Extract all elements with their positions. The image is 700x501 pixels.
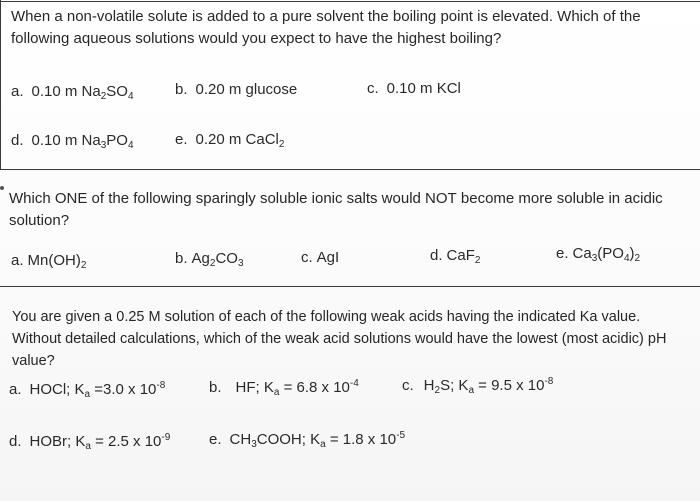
q2-option-e[interactable]: e. $Ca_3(PO_4)_2$ [556,245,641,264]
table-divider-1 [0,169,700,170]
q1-option-a[interactable]: a. 0.10 m $Na_2SO_4$ [11,83,134,102]
option-label: a. [11,252,24,269]
table-top-border [0,1,700,2]
q3-option-e[interactable]: e. $CH_3COOH$; $K_a = 1.8$ x $10^{-5}$ [209,430,406,450]
q3-option-a[interactable]: a. HOCl; $K_a =3.0$ x $10^{-8}$ [9,380,166,400]
option-label: c. [301,249,313,266]
option-label: b. [175,250,188,267]
q2-option-d[interactable]: d. CaF$_2$ [430,247,481,266]
q2-option-c[interactable]: c. AgI [301,249,340,266]
option-label: c. [402,377,414,394]
q3-option-c[interactable]: c. $H_2S$; $K_a = 9.5$ x $10^{-8}$ [402,376,554,396]
bullet-marker [0,186,4,190]
option-label: e. [556,245,569,262]
q1-option-c[interactable]: c. 0.10 m KCl [367,80,461,97]
option-label: e. [175,131,188,148]
option-label: a. [9,381,22,398]
option-label: d. [11,132,24,149]
q3-option-d[interactable]: d. HOBr; $K_a = 2.5$ x $10^{-9}$ [9,432,171,452]
question-1-text: When a non-volatile solute is added to a pure solvent the boiling point is elevated. Which of the following aqueous solutions would you expect to have the highest boiling? [11,8,641,47]
q1-option-d[interactable]: d. 0.10 m $Na_3PO_4$ [11,132,134,151]
q1-option-b[interactable]: b. 0.20 m glucose [175,81,298,98]
table-divider-2 [0,286,700,287]
option-label: d. [430,247,443,264]
option-label: e. [209,431,222,448]
option-label: a. [11,83,24,100]
option-label: c. [367,80,379,97]
question-2-text: Which ONE of the following sparingly soluble ionic salts would NOT become more soluble in acidic solution? [9,190,663,229]
question-3-text: You are given a 0.25 M solution of each of the following weak acids having the indicated Ka value. Without detailed calculations, which of the weak acid solutions would have the lowest (most acidic) pH value? [12,309,667,369]
option-label: d. [9,433,22,450]
table-left-border [0,0,1,170]
q2-option-b[interactable]: b. $Ag_2CO_3$ [175,250,244,269]
option-label: b. [175,81,188,98]
q2-option-a[interactable]: a. $Mn(OH)_2$ [11,252,87,271]
q3-option-b[interactable]: b. HF; $K_a = 6.8$ x $10^{-4}$ [209,378,359,398]
option-label: b. [209,379,222,396]
q1-option-e[interactable]: e. 0.20 m CaCl$_2$ [175,131,285,150]
